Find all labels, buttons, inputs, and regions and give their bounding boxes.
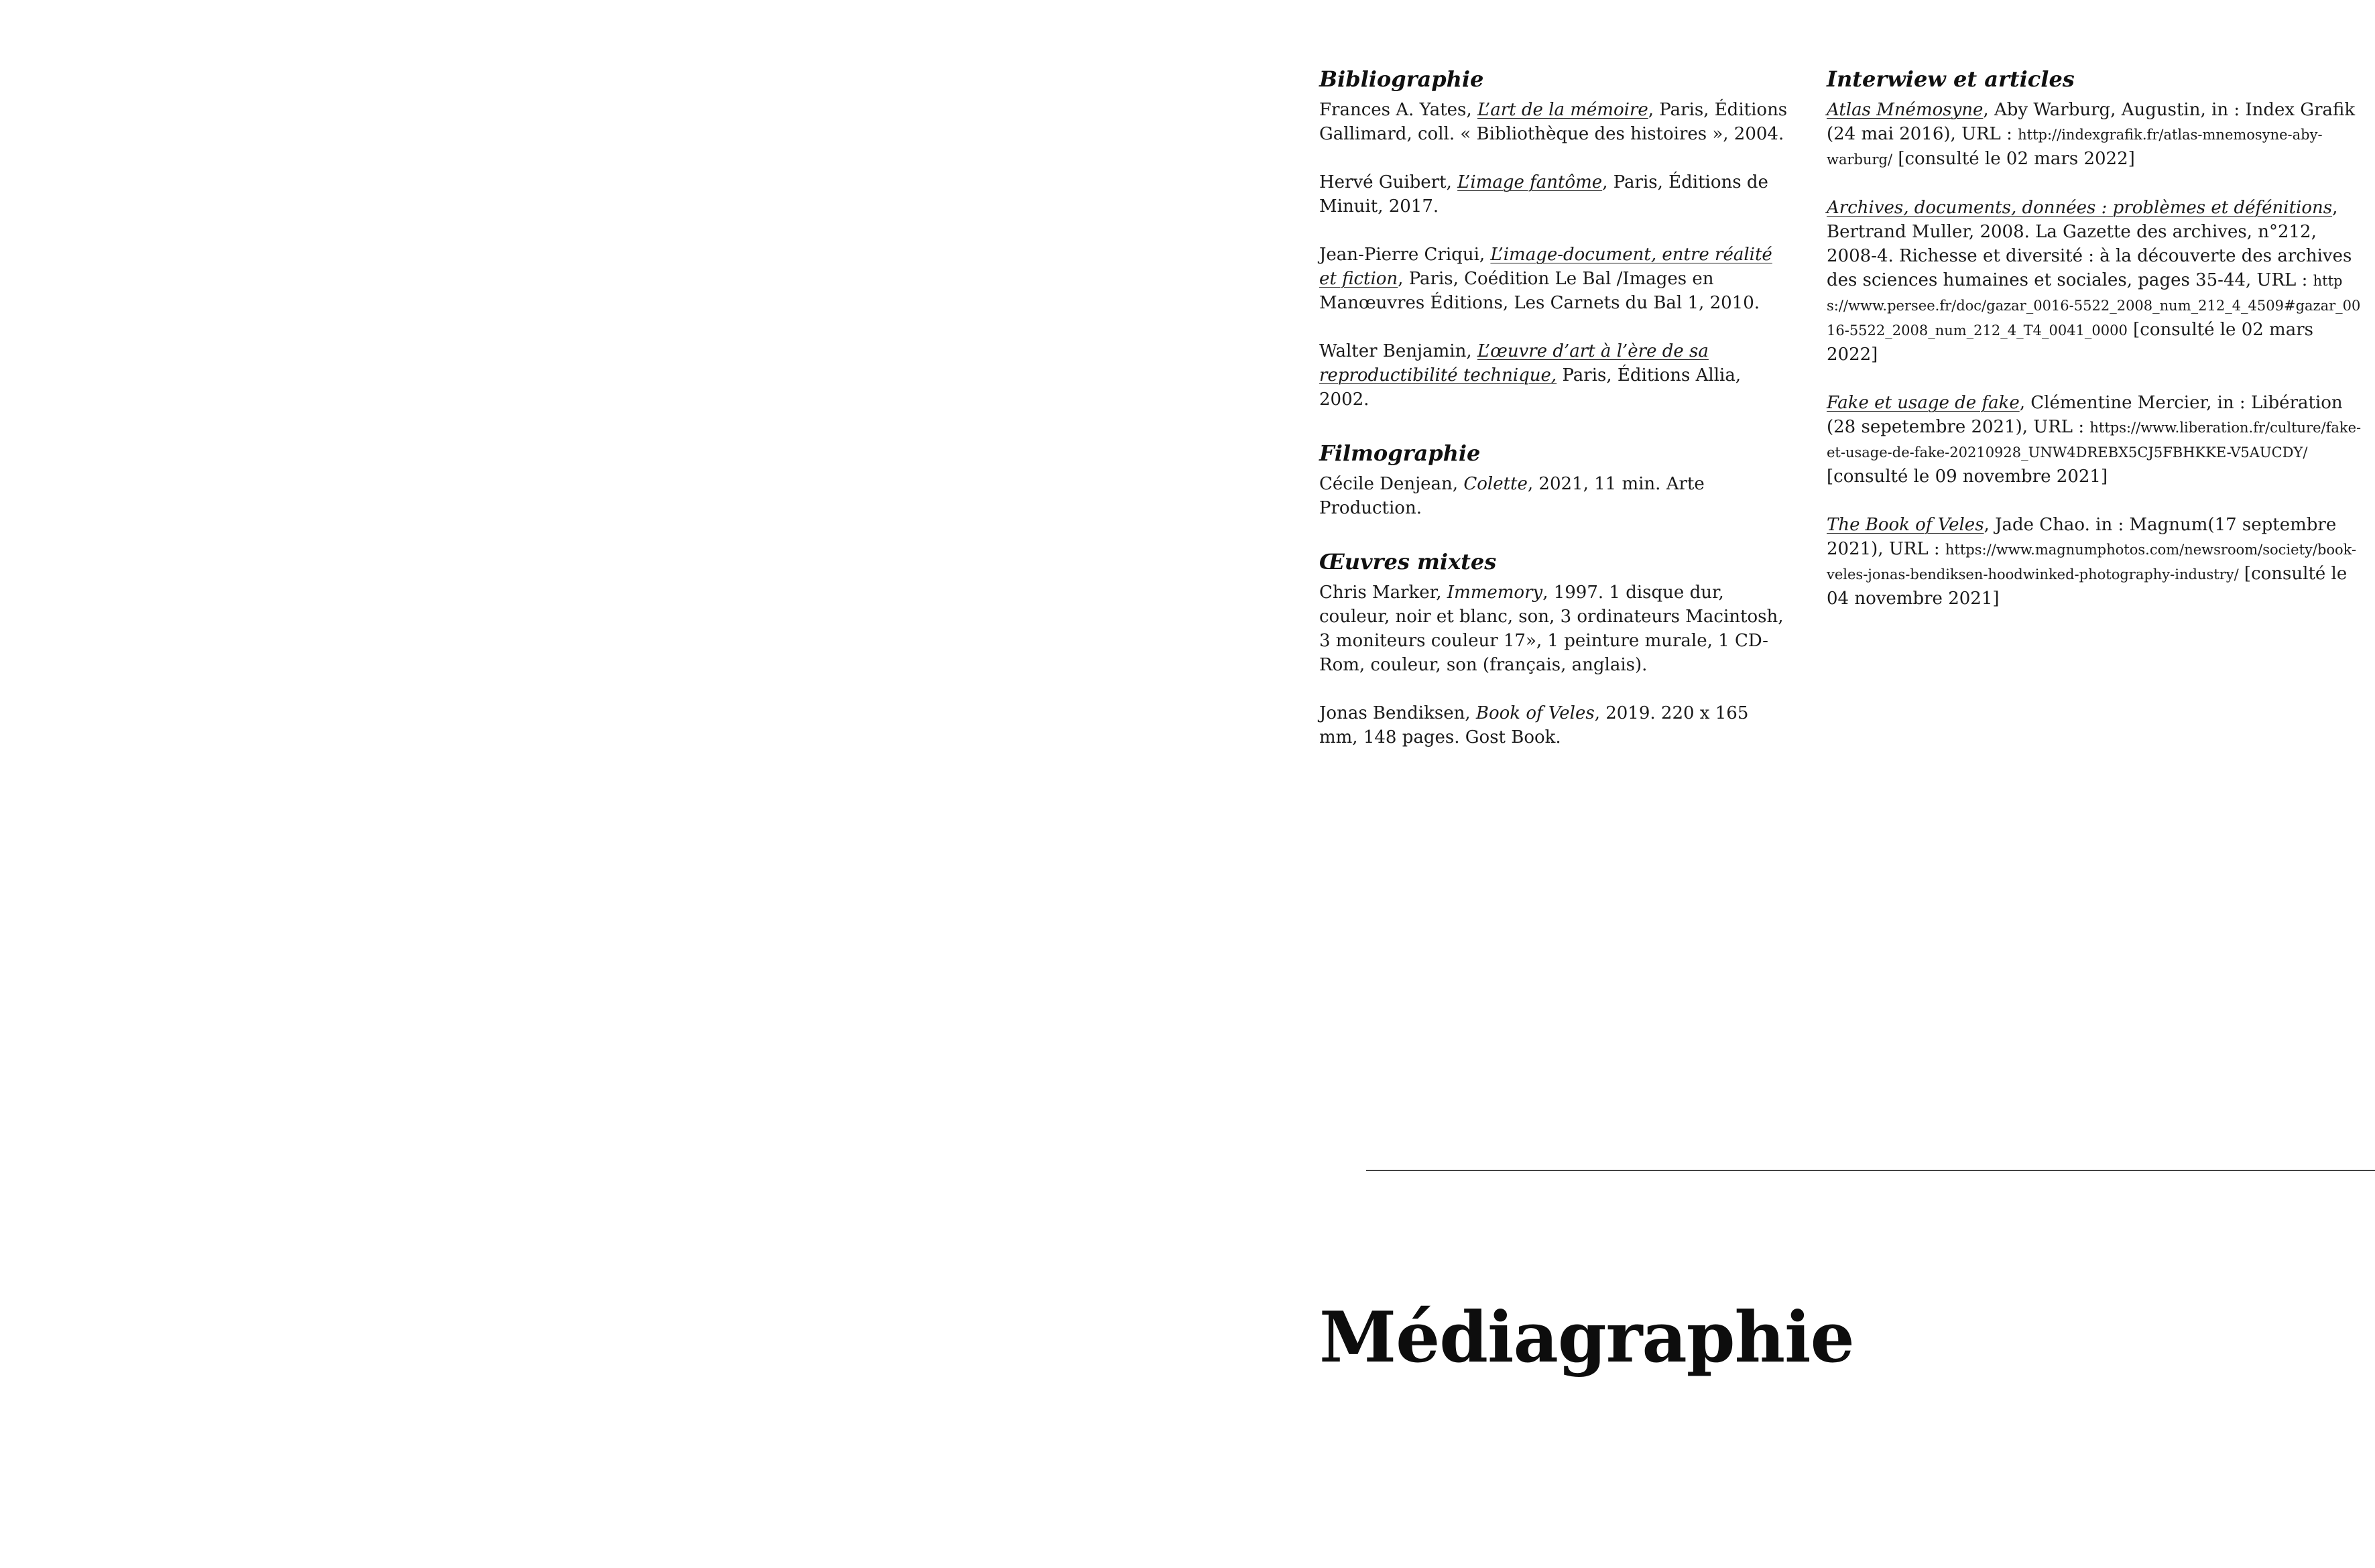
oeuvres-mixtes-heading: Œuvres mixtes bbox=[1319, 549, 1497, 575]
entry-details: , Clémentine Mercier, in : Libération (28 sepetembre 2021), URL : bbox=[1827, 393, 2343, 437]
entry-title: L’œuvre d’art à l’ère de sa reproductibilité technique, bbox=[1319, 341, 1709, 385]
entry-details: , Jade Chao. in : Magnum(17 septembre 2021), URL : bbox=[1827, 515, 2337, 559]
entry-title: L’image fantôme bbox=[1457, 172, 1603, 192]
bibliographie-heading: Bibliographie bbox=[1319, 66, 1484, 92]
entry-title: Immemory bbox=[1447, 583, 1543, 603]
bibliographie-entry bbox=[1319, 339, 1788, 412]
entry-details: Paris, Éditions Allia, 2002. bbox=[1319, 365, 1742, 410]
entry-details: , Aby Warburg, Augustin, in : Index Grafik (24 mai 2016), URL : bbox=[1827, 100, 2356, 144]
entry-consulted: [consulté le 02 mars 2022] bbox=[1827, 320, 2313, 365]
oeuvres-entry bbox=[1319, 701, 1788, 749]
entry-url: https://www.magnumphotos.com/newsroom/society/book-veles-jonas-bendiksen-hoodwinked-photography-industry/ bbox=[1827, 542, 2357, 583]
left-column bbox=[1319, 62, 1788, 774]
filmographie-heading: Filmographie bbox=[1319, 440, 1481, 466]
entry-details: , Paris, Éditions de Minuit, 2017. bbox=[1319, 172, 1768, 217]
interviews-section bbox=[1827, 62, 2363, 611]
entry-details: , 1997. 1 disque dur, couleur, noir et blanc, son, 3 ordinateurs Macintosh, 3 moniteurs couleur 17», 1 peinture murale, 1 CD-Rom, couleur, son (français, anglais). bbox=[1319, 583, 1784, 675]
entry-details: , Paris, Éditions Gallimard, coll. « Bibliothèque des histoires », 2004. bbox=[1319, 100, 1788, 144]
entry-title: L’art de la mémoire bbox=[1477, 100, 1648, 120]
entry-details: , 2021, 11 min. Arte Production. bbox=[1319, 474, 1705, 518]
oeuvres-mixtes-section bbox=[1319, 544, 1788, 749]
entry-title: L’image-document, entre réalité et fiction bbox=[1319, 245, 1772, 289]
entry-author: Cécile Denjean, bbox=[1319, 474, 1464, 494]
entry-author: Chris Marker, bbox=[1319, 583, 1447, 603]
entry-consulted: [consulté le 09 novembre 2021] bbox=[1827, 467, 2108, 487]
oeuvres-entry bbox=[1319, 581, 1788, 677]
bibliographie-section bbox=[1319, 62, 1788, 412]
entry-author: Hervé Guibert, bbox=[1319, 172, 1458, 192]
horizontal-divider bbox=[1366, 1170, 2375, 1171]
interviews-heading: Interwiew et articles bbox=[1827, 66, 2075, 92]
entry-consulted: [consulté le 04 novembre 2021] bbox=[1827, 564, 2348, 609]
entry-url: http://indexgrafik.fr/atlas-mnemosyne-aby-warburg/ bbox=[1827, 127, 2323, 168]
bibliographie-entry bbox=[1319, 170, 1788, 219]
entry-author: Jonas Bendiksen, bbox=[1319, 703, 1476, 723]
entry-title: Book of Veles bbox=[1475, 703, 1595, 723]
entry-details: , Paris, Coédition Le Bal /Images en Manœuvres Éditions, Les Carnets du Bal 1, 2010. bbox=[1319, 269, 1760, 313]
article-entry bbox=[1827, 98, 2363, 172]
entry-url: https://www.persee.fr/doc/gazar_0016-5522_2008_num_212_4_4509#gazar_0016-5522_2008_num_212_4_T4_0041_0000 bbox=[1827, 273, 2361, 339]
entry-author: Jean-Pierre Criqui, bbox=[1319, 245, 1491, 265]
article-entry bbox=[1827, 513, 2363, 611]
right-column bbox=[1827, 62, 2363, 635]
entry-title: Atlas Mnémosyne bbox=[1827, 100, 1984, 120]
filmographie-entry bbox=[1319, 472, 1788, 520]
entry-title: Archives, documents, données : problèmes et défénitions bbox=[1827, 198, 2333, 218]
entry-author: Frances A. Yates, bbox=[1319, 100, 1477, 120]
article-entry bbox=[1827, 391, 2363, 489]
bibliographie-entry bbox=[1319, 98, 1788, 146]
page-title: Médiagraphie bbox=[1319, 1296, 1854, 1378]
entry-url: https://www.liberation.fr/culture/fake-et-usage-de-fake-20210928_UNW4DREBX5CJ5FBHKKE-V5AUCDY/ bbox=[1827, 420, 2362, 461]
bibliographie-entry bbox=[1319, 243, 1788, 315]
entry-consulted: [consulté le 02 mars 2022] bbox=[1892, 149, 2135, 169]
entry-details: , Bertrand Muller, 2008. La Gazette des archives, n°212, 2008-4. Richesse et diversité : à la découverte des archives des sciences humaines et sociales, pages 35-44, URL : bbox=[1827, 198, 2352, 290]
entry-title: Fake et usage de fake bbox=[1827, 393, 2020, 413]
entry-title: Colette bbox=[1463, 474, 1528, 494]
entry-title: The Book of Veles bbox=[1827, 515, 1984, 535]
filmographie-section bbox=[1319, 436, 1788, 520]
article-entry bbox=[1827, 196, 2363, 367]
entry-author: Walter Benjamin, bbox=[1319, 341, 1477, 361]
entry-details: , 2019. 220 x 165 mm, 148 pages. Gost Book. bbox=[1319, 703, 1749, 747]
